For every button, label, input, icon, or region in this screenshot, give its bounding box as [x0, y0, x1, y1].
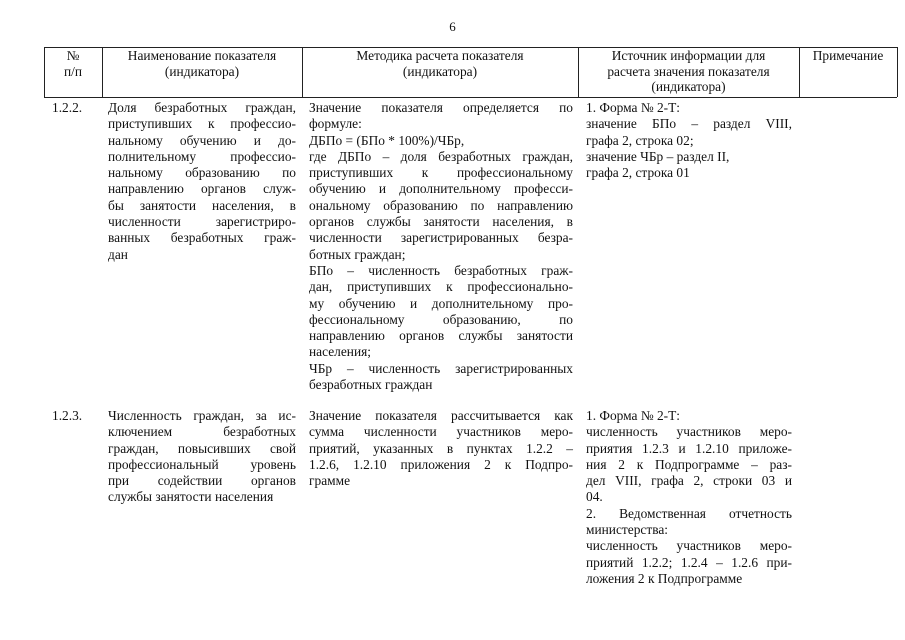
text-line: обучению и дополнительному професси-: [309, 181, 573, 197]
text-line: му обучению и дополнительному про-: [309, 295, 573, 311]
header-source-line: (индикатора): [651, 79, 726, 94]
text-line: численность участников меро-: [586, 424, 792, 440]
text-line: органов службы занятости населения, в: [309, 214, 573, 230]
header-num-line: №: [66, 48, 80, 63]
text-line: полнительному профессио-: [108, 148, 296, 164]
text-line: формуле:: [309, 116, 362, 132]
text-line: 1. Форма № 2-Т:: [586, 408, 681, 423]
text-line: графа 2, строка 02;: [586, 132, 694, 148]
text-line: ключением безработных: [108, 424, 296, 440]
text-line: приятий 1.2.2; 1.2.4 – 1.2.6 при-: [586, 554, 792, 570]
text-line: дан: [108, 246, 128, 262]
text-line: ложения 2 к Подпрограмме: [586, 570, 743, 586]
header-method-line: Методика расчета показателя: [356, 48, 524, 63]
text-line: 04.: [586, 489, 603, 505]
text-line: нальному обучению и до-: [108, 132, 296, 148]
text-line: бы занятости населения, в: [108, 197, 296, 213]
text-line: нальному образованию по: [108, 165, 296, 181]
row-num-value: 1.2.2.: [52, 100, 83, 115]
text-line: 2. Ведомственная отчетность: [586, 505, 792, 521]
header-num-line: п/п: [63, 64, 83, 80]
text-line: значение ЧБр – раздел II,: [586, 148, 730, 164]
text-line: грамме: [309, 473, 351, 489]
row-2-method: [309, 408, 573, 489]
row-1-source: [586, 100, 792, 181]
text-line: направлению органов служ-: [108, 181, 296, 197]
header-source-line: расчета значения показателя: [607, 63, 770, 79]
text-line: направлению органов службы занятости: [309, 328, 573, 344]
text-line: приступивших к профессио-: [108, 116, 296, 132]
column-divider: [897, 47, 898, 97]
header-name: [102, 48, 302, 81]
text-line: приятий, указанных в пунктах 1.2.2 –: [309, 440, 573, 456]
text-line: графа 2, строка 01: [586, 165, 690, 181]
text-line: ния 2 к Подпрограмме – раз-: [586, 456, 792, 472]
text-line: профессиональный уровень: [108, 456, 296, 472]
text-line: фессиональному образованию, по: [309, 311, 573, 327]
formula: ДБПо = (БПо * 100%)/ЧБр,: [309, 132, 465, 148]
text-line: населения;: [309, 344, 371, 360]
text-line: Значение показателя определяется по: [309, 100, 573, 115]
text-line: сумма численности участников меро-: [309, 424, 573, 440]
text-line: численность участников меро-: [586, 538, 792, 554]
text-line: безработных граждан: [309, 377, 433, 393]
header-source-line: Источник информации для: [611, 48, 766, 63]
text-line: граждан, повысивших свой: [108, 440, 296, 456]
text-line: численности зарегистриро-: [108, 214, 296, 230]
header-method: [302, 48, 578, 81]
text-line: 1. Форма № 2-Т:: [586, 100, 681, 115]
row-num-value: 1.2.3.: [52, 408, 83, 423]
header-name-line: (индикатора): [164, 64, 240, 80]
text-line: приступивших к профессиональному: [309, 165, 573, 181]
text-line: ЧБр – численность зарегистрированных: [309, 360, 573, 376]
header-method-line: (индикатора): [402, 64, 478, 80]
row-1-name: [108, 100, 296, 263]
header-bottom-border: [44, 97, 897, 98]
text-line: БПо – численность безработных граж-: [309, 262, 573, 278]
text-line: Доля безработных граждан,: [108, 100, 296, 115]
text-line: приятия 1.2.3 и 1.2.10 приложе-: [586, 440, 792, 456]
header-num: [44, 48, 102, 81]
text-line: при содействии органов: [108, 473, 296, 489]
text-line: дел VIII, графа 2, строки 03 и: [586, 473, 792, 489]
header-source: [578, 48, 799, 95]
text-line: ональному образованию по направлению: [309, 197, 573, 213]
row-1-num: [52, 100, 100, 116]
text-line: Численность граждан, за ис-: [108, 408, 296, 423]
text-line: дан, приступивших к профессионально-: [309, 279, 573, 295]
text-line: ванных безработных граж-: [108, 230, 296, 246]
row-2-num: [52, 408, 100, 424]
row-2-name: [108, 408, 296, 506]
page-number: 6: [449, 19, 456, 34]
text-line: значение БПо – раздел VIII,: [586, 116, 792, 132]
header-note: [799, 48, 897, 64]
text-line: 1.2.6, 1.2.10 приложения 2 к Подпро-: [309, 456, 573, 472]
header-name-line: Наименование показателя: [127, 48, 277, 63]
text-line: ботных граждан;: [309, 246, 406, 262]
header-note-label: Примечание: [812, 48, 884, 63]
text-line: где ДБПо – доля безработных граждан,: [309, 148, 573, 164]
text-line: министерства:: [586, 522, 669, 538]
row-2-source: [586, 408, 792, 587]
row-1-method: [309, 100, 573, 393]
text-line: службы занятости населения: [108, 489, 274, 505]
text-line: численности зарегистрированных безра-: [309, 230, 573, 246]
text-line: Значение показателя рассчитывается как: [309, 408, 573, 423]
